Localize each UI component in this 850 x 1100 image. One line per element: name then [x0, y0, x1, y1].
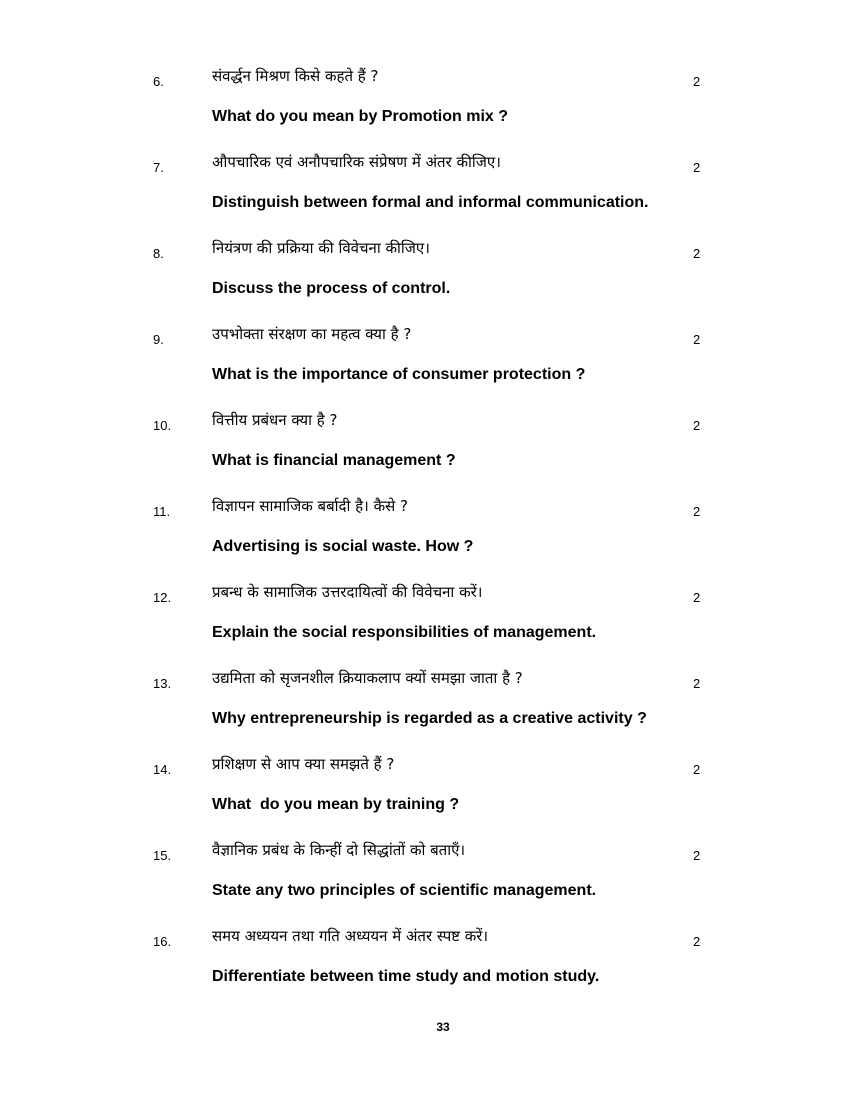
question-marks: 2	[693, 848, 701, 863]
question-marks: 2	[693, 590, 701, 605]
question-number: 15.	[153, 848, 172, 863]
question-12	[0, 582, 850, 668]
question-text-english: Explain the social responsibilities of management.	[212, 624, 597, 641]
question-14	[0, 754, 850, 840]
question-marks: 2	[693, 160, 701, 175]
question-text-english: What do you mean by Promotion mix ?	[212, 108, 509, 125]
question-text-english: What is financial management ?	[212, 452, 456, 469]
question-number: 12.	[153, 590, 172, 605]
question-text-english: Discuss the process of control.	[212, 280, 451, 297]
question-6	[0, 66, 850, 152]
question-text-english: Why entrepreneurship is regarded as a creative activity ?	[212, 710, 647, 727]
question-number: 11.	[153, 504, 171, 519]
question-7	[0, 152, 850, 238]
question-text-hindi: वित्तीय प्रबंधन क्या है ?	[212, 411, 338, 429]
question-marks: 2	[693, 332, 701, 347]
question-13	[0, 668, 850, 754]
question-text-hindi: औपचारिक एवं अनौपचारिक संप्रेषण में अंतर कीजिए।	[212, 153, 501, 171]
question-9	[0, 324, 850, 410]
question-marks: 2	[693, 934, 701, 949]
question-11	[0, 496, 850, 582]
question-text-hindi: समय अध्ययन तथा गति अध्ययन में अंतर स्पष्ट करें।	[212, 927, 489, 945]
question-marks: 2	[693, 504, 701, 519]
question-text-hindi: नियंत्रण की प्रक्रिया की विवेचना कीजिए।	[212, 239, 430, 257]
question-text-english: State any two principles of scientific management.	[212, 882, 597, 899]
question-15	[0, 840, 850, 926]
question-16	[0, 926, 850, 1012]
question-text-hindi: विज्ञापन सामाजिक बर्बादी है। कैसे ?	[212, 497, 408, 515]
question-marks: 2	[693, 418, 701, 433]
question-marks: 2	[693, 74, 701, 89]
question-text-english: What is the importance of consumer protection ?	[212, 366, 586, 383]
question-text-hindi: वैज्ञानिक प्रबंध के किन्हीं दो सिद्धांतों को बताएँ।	[212, 841, 466, 859]
question-10	[0, 410, 850, 496]
question-number: 16.	[153, 934, 172, 949]
question-text-hindi: प्रशिक्षण से आप क्या समझते हैं ?	[212, 755, 395, 773]
question-text-hindi: प्रबन्ध के सामाजिक उत्तरदायित्वों की विवेचना करें।	[212, 583, 483, 601]
question-text-english: Distinguish between formal and informal communication.	[212, 194, 649, 211]
question-number: 13.	[153, 676, 172, 691]
question-number: 9.	[153, 332, 164, 347]
question-number: 6.	[153, 74, 164, 89]
question-text-hindi: उद्यमिता को सृजनशील क्रियाकलाप क्यों समझा जाता है ?	[212, 669, 523, 687]
question-text-hindi: उपभोक्ता संरक्षण का महत्व क्या है ?	[212, 325, 412, 343]
question-number: 14.	[153, 762, 172, 777]
question-text-english: Advertising is social waste. How ?	[212, 538, 474, 555]
question-marks: 2	[693, 246, 701, 261]
question-marks: 2	[693, 762, 701, 777]
question-8	[0, 238, 850, 324]
question-marks: 2	[693, 676, 701, 691]
question-number: 8.	[153, 246, 164, 261]
question-number: 7.	[153, 160, 164, 175]
page-number: 33	[436, 1020, 450, 1034]
question-text-english: Differentiate between time study and motion study.	[212, 968, 600, 985]
question-text-english: What do you mean by training ?	[212, 796, 460, 813]
question-number: 10.	[153, 418, 172, 433]
question-text-hindi: संवर्द्धन मिश्रण किसे कहते हैं ?	[212, 67, 379, 85]
